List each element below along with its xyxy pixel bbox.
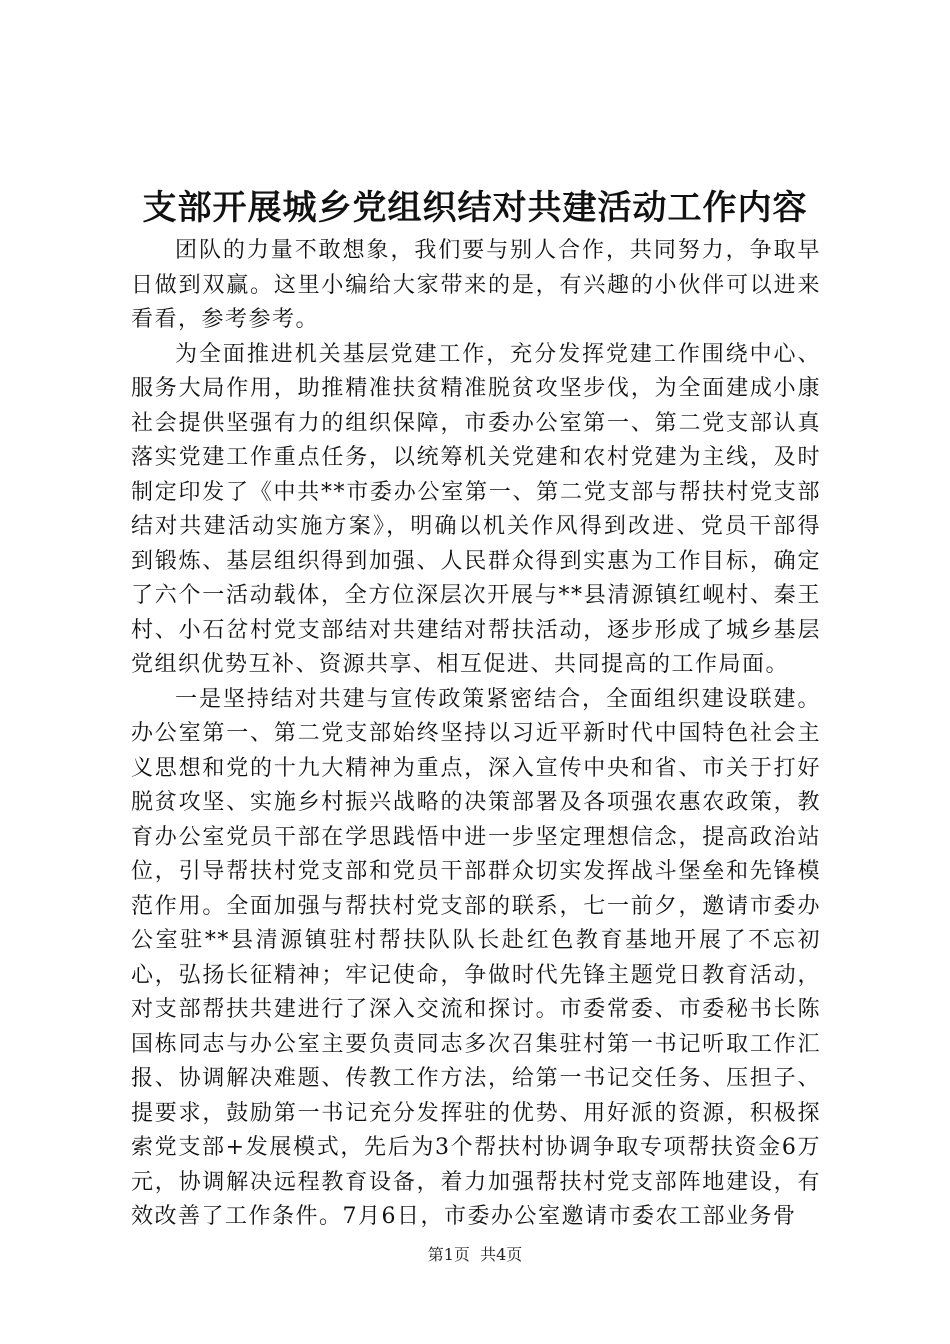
page-footer — [0, 1244, 950, 1266]
page-number: 第1页 — [427, 1245, 470, 1264]
paragraph-intro: 团队的力量不敢想象，我们要与别人合作，共同努力，争取早日做到双赢。这里小编给大家带来的是，有兴趣的小伙伴可以进来看看，参考参考。 — [131, 238, 821, 332]
paragraph-point-one: 一是坚持结对共建与宣传政策紧密结合，全面组织建设联建。办公室第一、第二党支部始终坚持以习近平新时代中国特色社会主义思想和党的十九大精神为重点，深入宣传中央和省、市关于打好脱贫攻坚、实施乡村振兴战略的决策部署及各项强农惠农政策，教育办公室党员干部在学思践悟中进一步坚定理想信念，提高政治站位，引导帮扶村党支部和党员干部群众切实发挥战斗堡垒和先锋模范作用。全面加强与帮扶村党支部的联系，七一前夕，邀请市委办公室驻**县清源镇驻村帮扶队队长赴红色教育基地开展了不忘初心，弘扬长征精神；牢记使命，争做时代先锋主题党日教育活动，对支部帮扶共建进行了深入交流和探讨。市委常委、市委秘书长陈国栋同志与办公室主要负责同志多次召集驻村第一书记听取工作汇报、协调解决难题、传教工作方法，给第一书记交任务、压担子、提要求，鼓励第一书记充分发挥驻的优势、用好派的资源，积极探索党支部+发展模式，先后为3个帮扶村协调争取专项帮扶资金6万元，协调解决远程教育设备，着力加强帮扶村党支部阵地建设，有效改善了工作条件。7月6日，市委办公室邀请市委农工部业务骨 — [131, 686, 821, 1229]
paragraph-overview: 为全面推进机关基层党建工作，充分发挥党建工作围绕中心、服务大局作用，助推精准扶贫精准脱贫攻坚步伐，为全面建成小康社会提供坚强有力的组织保障，市委办公室第一、第二党支部认真落实党建工作重点任务，以统筹机关党建和农村党建为主线，及时制定印发了《中共**市委办公室第一、第二党支部与帮扶村党支部结对共建活动实施方案》，明确以机关作风得到改进、党员干部得到锻炼、基层组织得到加强、人民群众得到实惠为工作目标，确定了六个一活动载体，全方位深层次开展与**县清源镇红岘村、秦王村、小石岔村党支部结对共建结对帮扶活动，逐步形成了城乡基层党组织优势互补、资源共享、相互促进、共同提高的工作局面。 — [131, 341, 821, 677]
page-total: 共4页 — [480, 1245, 523, 1264]
document-title: 支部开展城乡党组织结对共建活动工作内容 — [142, 188, 808, 228]
document-body — [131, 234, 821, 1235]
